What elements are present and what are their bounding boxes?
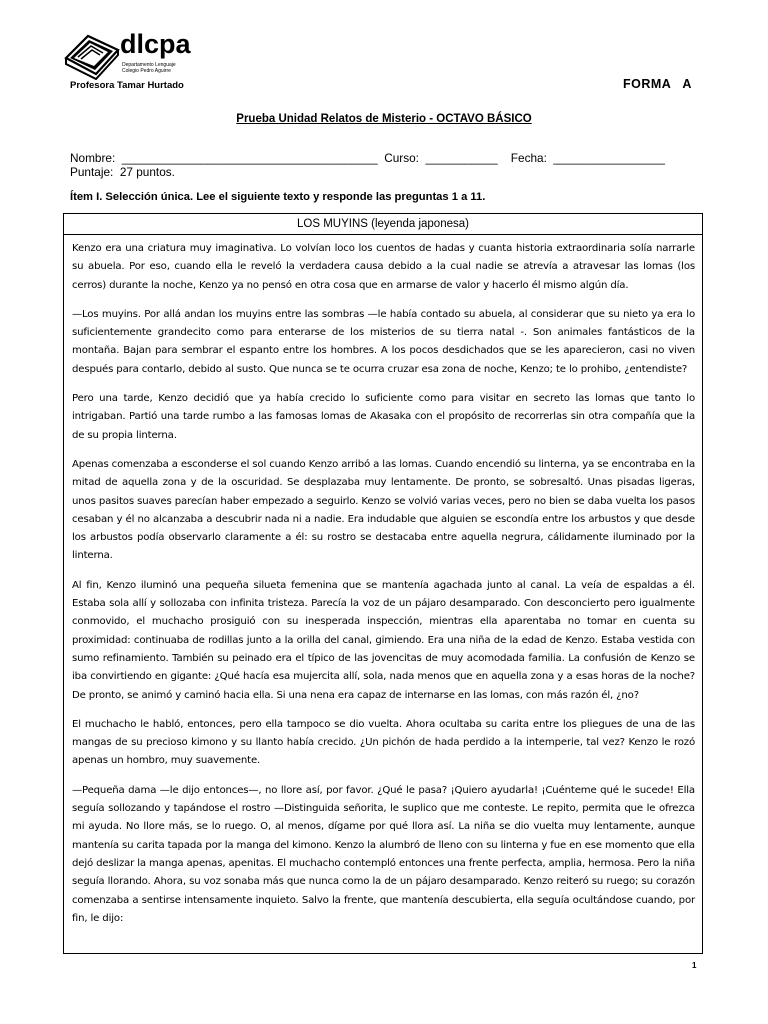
story-body — [64, 235, 702, 928]
story-paragraph: Pero una tarde, Kenzo decidió que ya había crecido lo suficiente como para visitar en secreto las lomas que tanto lo intrigaban. Partió una tarde rumbo a las famosas lomas de Akasaka con el propósito de recorrerlas sin otra compañía que la de su propia linterna. — [72, 393, 695, 441]
story-paragraph: Al fin, Kenzo iluminó una pequeña silueta femenina que se mantenía agachada junto al canal. La veía de espaldas a él. Estaba sola allí y sollozaba con infinita tristeza. Parecía la voz de un pájaro desamparado. Con desconcierto pero igualmente conmovido, el muchacho prosiguió con su inesperada inspección, mientras ella aparentaba no tomar en cuenta su proximidad: continuaba de rodillas junto a la orilla del canal, gimiendo. Era una niña de la edad de Kenzo. Estaba vestida con sumo refinamiento. También su peinado era el típico de las jovencitas de muy acomodada familia. La confusión de Kenzo se iba convirtiendo en gigante: ¿Qué hacía esa mujercita allí, sola, nada menos que en aquella zona y a esas horas de la noche? De pronto, se animó y caminó hacia ella. Si una nena era capaz de internarse en las lomas, con más razón él, ¿no? — [72, 579, 695, 701]
score-line: Puntaje: 27 puntos. — [70, 165, 175, 179]
test-title: Prueba Unidad Relatos de Misterio - OCTAVO BÁSICO — [236, 113, 532, 125]
student-fields — [70, 151, 665, 179]
logo-name: dlcpa — [120, 29, 191, 59]
school-logo — [62, 26, 192, 84]
story-title: LOS MUYINS (leyenda japonesa) — [297, 218, 469, 230]
book-logo-icon — [62, 28, 122, 80]
item-instruction: Ítem I. Selección única. Lee el siguiente texto y responde las preguntas 1 a 11. — [70, 191, 486, 203]
story-paragraph: Kenzo era una criatura muy imaginativa. Lo volvían loco los cuentos de hadas y cuanta historia extraordinaria solía narrarle su abuela. Por eso, cuando ella le reveló la verdadera causa debido a la cual nadie se atrevía a atravesar las lomas (los cerros) durante la noche, Kenzo ya no pensó en otra cosa que en armarse de valor y hacerlo él mismo algún día. — [72, 243, 695, 291]
story-box — [63, 213, 703, 954]
story-paragraph: —Los muyins. Por allá andan los muyins entre las sombras —le había contado su abuela, al considerar que su nieto ya era lo suficientemente grandecito como para enterarse de los misterios de su tierra natal -. Son animales fantásticos de la montaña. Bajan para sembrar el espanto entre los hombres. A los pocos desdichados que se les aparecieron, casi no viven después para contarlo, debido al susto. Que nunca se te ocurra cruzar esa zona de noche, Kenzo; te lo prohibo, ¿entendiste? — [72, 308, 695, 375]
form-label: FORMA A — [623, 77, 692, 91]
name-course-date-line[interactable]: Nombre: _______________________________________ Curso: ___________ Fecha: _________________ — [70, 151, 665, 165]
logo-subtitle-line: Departamento Lenguaje — [122, 62, 176, 68]
story-paragraph: —Pequeña dama —le dijo entonces—, no llore así, por favor. ¿Qué le pasa? ¡Quiero ayudarla! ¡Cuénteme qué le sucede! Ella seguía sollozando y tapándose el rostro —Distinguida señorita, le suplico que me conteste. Le repito, permita que le ofrezca mi ayuda. No llore más, se lo ruego. O, al menos, dígame por qué llora así. La niña se dio vuelta muy lentamente, aunque mantenía su carita tapada por la manga del kimono. Kenzo la alumbró de lleno con su linterna y fue en ese momento que ella dejó deslizar la manga apenas, apenitas. El muchacho contempló entonces una frente perfecta, amplia, hermosa. Pero la niña seguía llorando. Ahora, su voz sonaba más que nunca como la de un pájaro desamparado. Kenzo reiteró su ruego; su corazón comenzaba a sentirse intensamente inquieto. Salvo la frente, que mantenía descubierta, ella seguía ocultándose cuando, por fin, le dijo: — [72, 784, 695, 924]
story-paragraph: Apenas comenzaba a esconderse el sol cuando Kenzo arribó a las lomas. Cuando encendió su linterna, ya se encontraba en la mitad de aquella zona y de la oscuridad. Se desplazaba muy lentamente. De pronto, se sobresaltó. Unas pisadas ligeras, unos pasitos suaves parecían haber empezado a seguirlo. Kenzo se volvió varias veces, pero no bien se daba vuelta los pasos cesaban y él no alcanzaba a descubrir nada ni a nadie. Era indudable que alguien se escondía entre los arbustos y que desde los arbustos podía observarlo claramente a él: su rostro se destacaba entre aquella negrura, cálidamente iluminado por la linterna. — [72, 458, 695, 562]
page-number: 1 — [692, 961, 697, 970]
teacher-name: Profesora Tamar Hurtado — [70, 80, 184, 91]
story-paragraph: El muchacho le habló, entonces, pero ella tampoco se dio vuelta. Ahora ocultaba su carita entre los pliegues de una de las mangas de su precioso kimono y su llanto había crecido. ¿Un pichón de hada perdido a la intemperie, tal vez? Kenzo le rozó apenas un hombro, muy suavemente. — [72, 718, 695, 767]
logo-subtitle — [122, 62, 192, 74]
logo-subtitle-line: Colegio Pedro Aguirre — [122, 68, 171, 74]
